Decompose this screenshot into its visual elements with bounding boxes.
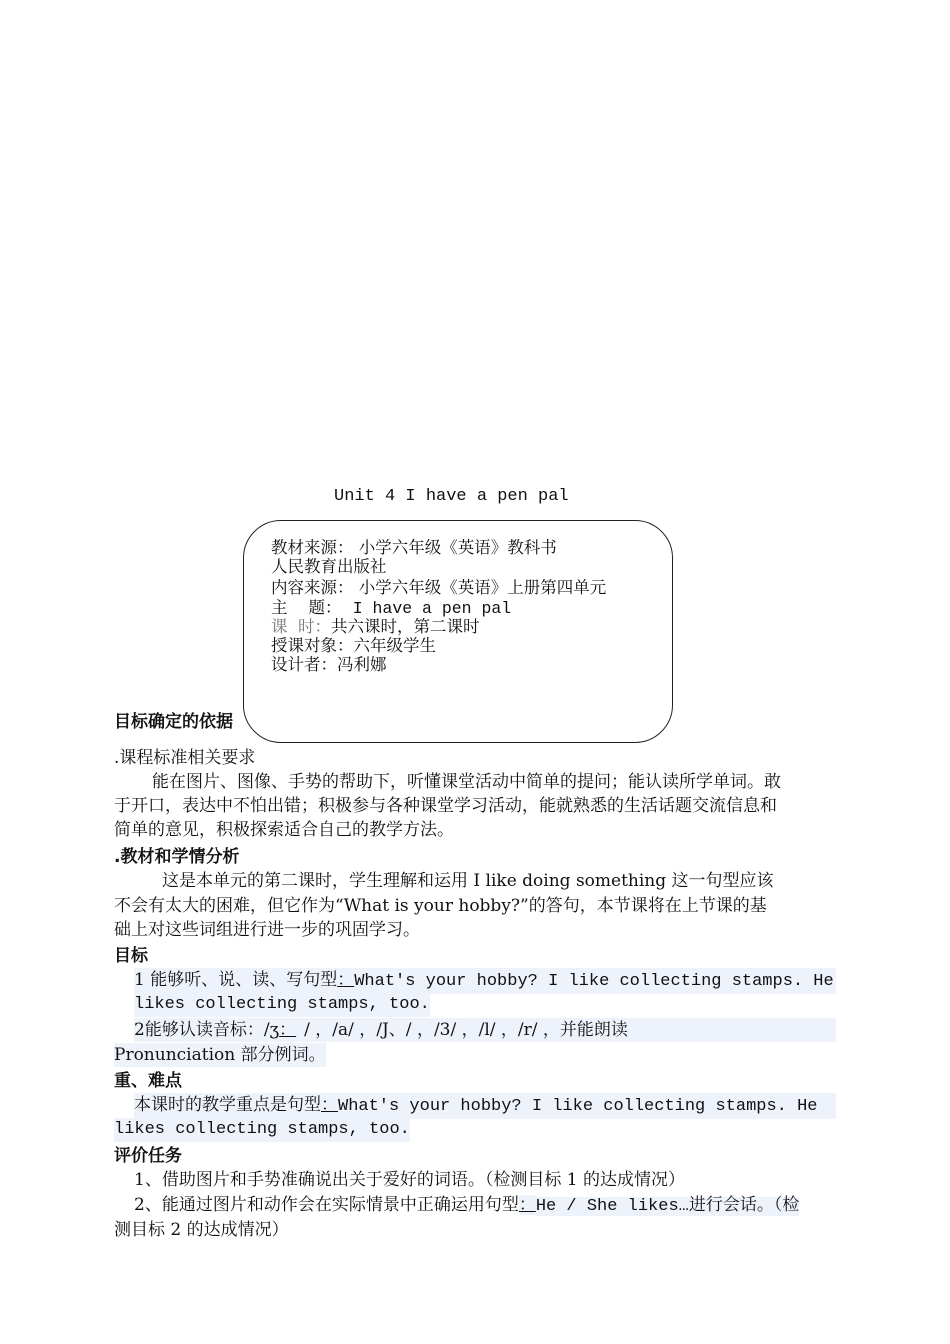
goal-1-line2: likes collecting stamps, too. [134,993,430,1017]
key-line1 [134,1093,836,1119]
period-label: 课 时： [271,617,331,636]
analysis-para-line2: 不会有太大的困难，但它作为“What is your hobby?”的答句，本节课将在上节课的基 [114,896,767,916]
analysis-para-line1: 这是本单元的第二课时，学生理解和运用 I like doing something 这一句型应该 [162,871,774,891]
standard-para-line3: 简单的意见，积极探索适合自己的教学方法。 [114,820,454,840]
goal-1-line1 [134,968,836,994]
eval-item-1: 1、借助图片和手势准确说出关于爱好的词语。（检测目标 1 的达成情况） [134,1170,685,1190]
goal-1-sentence: What's your hobby? I like collecting stamps. He [354,972,834,991]
period-row [271,617,480,636]
key-heading: 重、难点 [114,1071,182,1091]
topic-row [271,598,511,618]
document-title: Unit 4 I have a pen pal [334,487,569,506]
basis-heading: 目标确定的依据 [114,712,233,732]
key-sentence: What's your hobby? I like collecting stamps. He [338,1097,818,1116]
goal-2-colon: ： [279,1020,297,1040]
period-value: 共六课时，第二课时 [331,617,480,636]
eval-2-text: 2、能通过图片和动作会在实际情景中正确运用句型 [134,1195,519,1215]
content-source: 内容来源： 小学六年级《英语》上册第四单元 [271,578,607,597]
analysis-heading: .教材和学情分析 [114,847,240,867]
topic-label: 主 题： [271,598,342,617]
goals-heading: 目标 [114,946,148,966]
key-colon: ： [321,1095,338,1115]
standard-para-line2: 于开口，表达中不怕出错；积极参与各种课堂学习活动，能就熟悉的生活话题交流信息和 [114,796,777,816]
analysis-para-line3: 础上对这些词组进行进一步的巩固学习。 [114,920,420,940]
topic-value: I have a pen pal [352,599,512,618]
standard-para-line1: 能在图片、图像、手势的帮助下，听懂课堂活动中简单的提问；能认读所学单词。敢 [152,772,781,792]
eval-item-2-line1 [134,1193,836,1219]
key-text: 本课时的教学重点是句型 [134,1095,321,1115]
goal-1-colon: ： [337,970,355,990]
audience: 授课对象：六年级学生 [271,636,436,655]
goal-2-phonetics: / ，/a/ ，/J、/ ，/3/ ，/l/ ，/r/ ，并能朗读 [304,1020,628,1040]
publisher: 人民教育出版社 [271,557,387,576]
goal-2-text: 2能够认读音标：/ʒ [134,1020,280,1040]
eval-item-2-line2: 测目标 2 的达成情况） [114,1220,289,1240]
goal-2-line2: Pronunciation 部分例词。 [114,1045,326,1065]
key-line2: likes collecting stamps, too. [114,1118,410,1142]
material-source: 教材来源： 小学六年级《英语》教科书 [271,538,557,557]
eval-2-sentence: He / She likes…进行会话。（检 [535,1197,800,1216]
goal-2-line1 [134,1018,836,1042]
standard-heading: .课程标准相关要求 [114,748,256,768]
eval-heading: 评价任务 [114,1146,182,1166]
eval-2-colon: ： [518,1195,536,1215]
designer: 设计者：冯利娜 [271,655,387,674]
goal-1-text: 1 能够听、说、读、写句型 [134,970,338,990]
